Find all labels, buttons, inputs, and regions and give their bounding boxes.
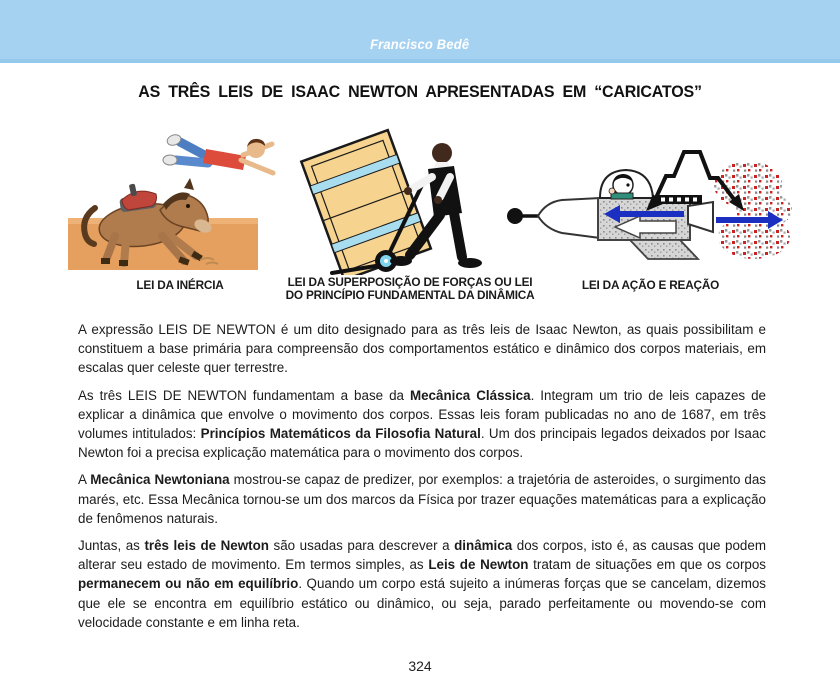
body-paragraph: As três LEIS DE NEWTON fundamentam a base da Mecânica Clássica. Integram um trio de leis capazes de explicar a dinâmica que envolve o movimento dos corpos. Essas leis foram publicadas no ano de 1687, em três volumes intitulados: Princípios Matemáticos da Filosofia Natural. Um dos principais legados deixados por Isaac Newton foi a precisa explicação matemática para o movimento dos corpos. bbox=[78, 387, 766, 461]
falling-rider bbox=[163, 133, 273, 173]
header-author: Francisco Bedê bbox=[370, 37, 470, 52]
body-text bbox=[78, 320, 766, 640]
superposition-illustration bbox=[290, 125, 535, 275]
header-bar bbox=[0, 0, 840, 63]
body-paragraph: A Mecânica Newtoniana mostrou-se capaz de predizer, por exemplos: a trajetória de asteroides, o surgimento das marés, etc. Essa Mecânica tornou-se um dos marcos da Física por trazer equações matemáticas para a explicação de fenômenos naturais. bbox=[78, 472, 766, 526]
nose-cone bbox=[538, 198, 600, 238]
page-number: 324 bbox=[408, 658, 432, 674]
caption-action-reaction: LEI DA AÇÃO E REAÇÃO bbox=[581, 278, 720, 292]
canopy bbox=[600, 170, 653, 199]
exhaust-cloud bbox=[714, 161, 792, 259]
caption-superposition bbox=[285, 276, 535, 302]
caption-superposition-line2: DO PRINCÍPIO FUNDAMENTAL DA DINÂMICA bbox=[285, 288, 535, 302]
page-title: AS TRÊS LEIS DE ISAAC NEWTON APRESENTADAS EM “CARICATOS” bbox=[138, 83, 702, 101]
nozzle bbox=[688, 202, 713, 232]
inertia-illustration bbox=[60, 130, 325, 275]
body-paragraph: A expressão LEIS DE NEWTON é um dito designado para as três leis de Isaac Newton, as quais possibilitam e constituem a base primária para compreensão dos comportamentos estático e dinâmico dos corpos materiais, em escalas quer celeste quer terrestre. bbox=[78, 322, 766, 376]
caption-inertia: LEI DA INÉRCIA bbox=[136, 278, 224, 292]
caption-superposition-line1: LEI DA SUPERPOSIÇÃO DE FORÇAS OU LEI bbox=[287, 275, 533, 289]
body-paragraph: Juntas, as três leis de Newton são usadas para descrever a dinâmica dos corpos, isto é, as causas que podem alterar seu estado de movimento. Em termos simples, as Leis de Newton tratam de situações em que os corpos permanecem ou não em equilíbrio. Quando um corpo está sujeito a inúmeras forças que se cancelam, dizemos que ele se encontra em equilíbrio estático ou dinâmico, ou seja, parado perfeitamente ou movendo-se com velocidade constante e em linha reta. bbox=[78, 538, 766, 630]
action-reaction-illustration bbox=[500, 140, 800, 270]
